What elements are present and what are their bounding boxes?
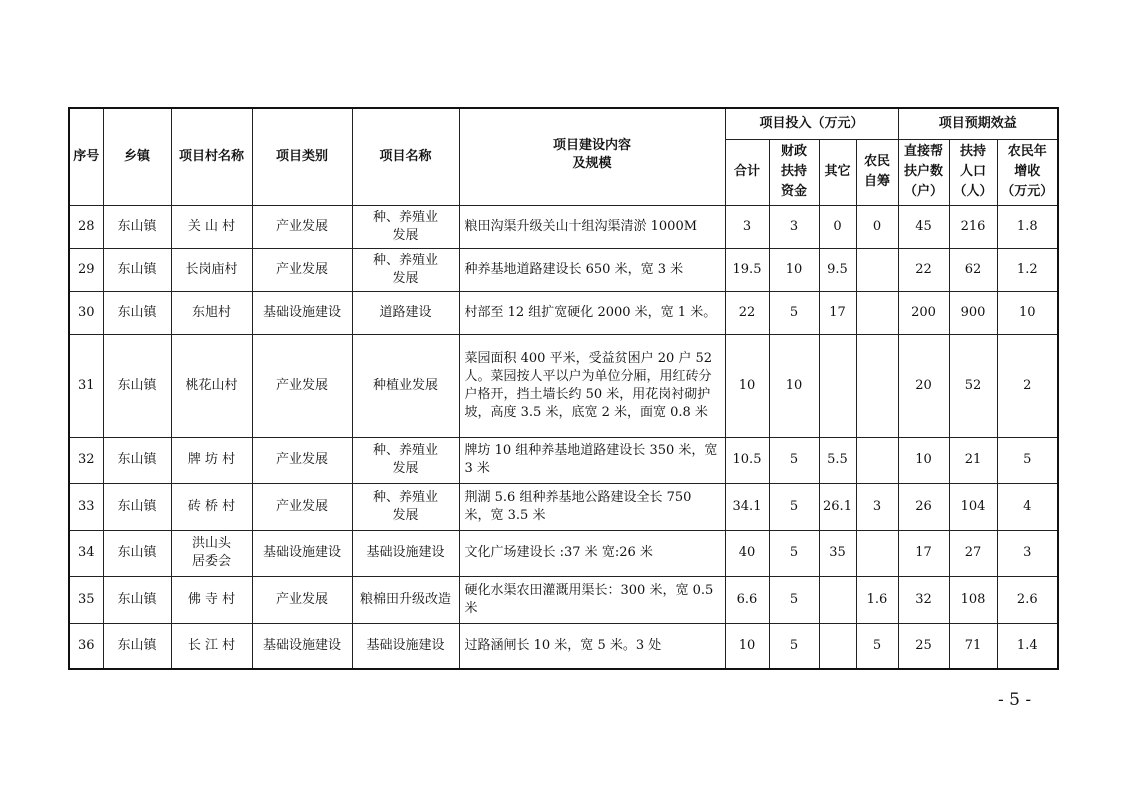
header-income: 农民年 增收 （万元） <box>997 139 1058 205</box>
cell-income: 3 <box>997 530 1058 576</box>
cell-total: 10.5 <box>725 437 769 483</box>
cell-village: 关 山 村 <box>171 205 252 248</box>
cell-name: 种、养殖业 发展 <box>352 205 459 248</box>
cell-households: 17 <box>898 530 949 576</box>
cell-households: 25 <box>898 623 949 669</box>
cell-village: 桃花山村 <box>171 334 252 437</box>
cell-village: 佛 寺 村 <box>171 576 252 623</box>
cell-town: 东山镇 <box>103 623 171 669</box>
cell-fiscal: 3 <box>769 205 819 248</box>
cell-seq: 28 <box>69 205 103 248</box>
cell-farmer-self <box>856 437 898 483</box>
cell-category: 基础设施建设 <box>252 291 352 334</box>
cell-population: 27 <box>949 530 997 576</box>
cell-households: 32 <box>898 576 949 623</box>
table-row <box>69 248 1058 291</box>
cell-fiscal: 5 <box>769 623 819 669</box>
table-row <box>69 334 1058 437</box>
cell-town: 东山镇 <box>103 334 171 437</box>
cell-farmer-self: 3 <box>856 483 898 530</box>
cell-households: 26 <box>898 483 949 530</box>
cell-content: 硬化水渠农田灌溉用渠长：300 米，宽 0.5 米 <box>459 576 725 623</box>
cell-income: 4 <box>997 483 1058 530</box>
cell-name: 基础设施建设 <box>352 530 459 576</box>
header-direct-households: 直接帮 扶户数 （户） <box>898 139 949 205</box>
cell-total: 34.1 <box>725 483 769 530</box>
cell-total: 3 <box>725 205 769 248</box>
header-benefit: 项目预期效益 <box>898 108 1058 139</box>
table-row <box>69 483 1058 530</box>
cell-village: 牌 坊 村 <box>171 437 252 483</box>
header-fiscal: 财政 扶持 资金 <box>769 139 819 205</box>
cell-population: 71 <box>949 623 997 669</box>
cell-total: 22 <box>725 291 769 334</box>
cell-town: 东山镇 <box>103 437 171 483</box>
cell-income: 10 <box>997 291 1058 334</box>
cell-fiscal: 10 <box>769 248 819 291</box>
project-table <box>68 107 1059 670</box>
cell-seq: 29 <box>69 248 103 291</box>
cell-village: 东旭村 <box>171 291 252 334</box>
cell-population: 21 <box>949 437 997 483</box>
header-investment: 项目投入（万元） <box>725 108 898 139</box>
cell-seq: 34 <box>69 530 103 576</box>
header-town: 乡镇 <box>103 108 171 205</box>
cell-households: 45 <box>898 205 949 248</box>
cell-farmer-self: 5 <box>856 623 898 669</box>
header-content: 项目建设内容 及规模 <box>459 108 725 205</box>
cell-category: 产业发展 <box>252 483 352 530</box>
cell-other: 35 <box>819 530 856 576</box>
cell-population: 62 <box>949 248 997 291</box>
cell-content: 种养基地道路建设长 650 米，宽 3 米 <box>459 248 725 291</box>
cell-name: 种植业发展 <box>352 334 459 437</box>
cell-fiscal: 10 <box>769 334 819 437</box>
cell-category: 产业发展 <box>252 576 352 623</box>
cell-seq: 36 <box>69 623 103 669</box>
cell-town: 东山镇 <box>103 530 171 576</box>
cell-fiscal: 5 <box>769 437 819 483</box>
cell-content: 荆湖 5.6 组种养基地公路建设全长 750 米，宽 3.5 米 <box>459 483 725 530</box>
cell-households: 22 <box>898 248 949 291</box>
cell-farmer-self <box>856 248 898 291</box>
table-row <box>69 530 1058 576</box>
cell-seq: 33 <box>69 483 103 530</box>
cell-population: 900 <box>949 291 997 334</box>
header-name: 项目名称 <box>352 108 459 205</box>
cell-population: 216 <box>949 205 997 248</box>
cell-income: 5 <box>997 437 1058 483</box>
cell-content: 菜园面积 400 平米，受益贫困户 20 户 52 人。菜园按人平以户为单位分厢，用红砖分户格开，挡土墙长约 50 米，用花岗衬砌护坡，高度 3.5 米，底宽 2 米，面宽 0.8 米 <box>459 334 725 437</box>
cell-name: 道路建设 <box>352 291 459 334</box>
header-total: 合计 <box>725 139 769 205</box>
cell-income: 2.6 <box>997 576 1058 623</box>
cell-farmer-self: 0 <box>856 205 898 248</box>
table-row <box>69 623 1058 669</box>
cell-content: 过路涵闸长 10 米，宽 5 米。3 处 <box>459 623 725 669</box>
cell-name: 种、养殖业 发展 <box>352 248 459 291</box>
cell-name: 种、养殖业 发展 <box>352 483 459 530</box>
cell-name: 粮棉田升级改造 <box>352 576 459 623</box>
cell-population: 108 <box>949 576 997 623</box>
cell-other: 5.5 <box>819 437 856 483</box>
cell-town: 东山镇 <box>103 291 171 334</box>
cell-farmer-self <box>856 530 898 576</box>
cell-farmer-self <box>856 291 898 334</box>
header-village: 项目村名称 <box>171 108 252 205</box>
cell-income: 2 <box>997 334 1058 437</box>
cell-category: 基础设施建设 <box>252 530 352 576</box>
cell-other <box>819 576 856 623</box>
table-row <box>69 291 1058 334</box>
cell-village: 长岗庙村 <box>171 248 252 291</box>
cell-fiscal: 5 <box>769 291 819 334</box>
cell-town: 东山镇 <box>103 576 171 623</box>
cell-farmer-self: 1.6 <box>856 576 898 623</box>
cell-name: 基础设施建设 <box>352 623 459 669</box>
cell-other: 26.1 <box>819 483 856 530</box>
table-row <box>69 205 1058 248</box>
header-seq: 序号 <box>69 108 103 205</box>
cell-content: 粮田沟渠升级关山十组沟渠清淤 1000M <box>459 205 725 248</box>
cell-category: 产业发展 <box>252 205 352 248</box>
cell-category: 产业发展 <box>252 334 352 437</box>
header-category: 项目类别 <box>252 108 352 205</box>
cell-town: 东山镇 <box>103 483 171 530</box>
cell-fiscal: 5 <box>769 576 819 623</box>
cell-seq: 30 <box>69 291 103 334</box>
cell-other <box>819 623 856 669</box>
table-row <box>69 437 1058 483</box>
cell-category: 产业发展 <box>252 437 352 483</box>
cell-category: 基础设施建设 <box>252 623 352 669</box>
cell-population: 104 <box>949 483 997 530</box>
cell-other: 17 <box>819 291 856 334</box>
cell-village: 长 江 村 <box>171 623 252 669</box>
cell-total: 10 <box>725 334 769 437</box>
cell-income: 1.4 <box>997 623 1058 669</box>
cell-population: 52 <box>949 334 997 437</box>
cell-content: 文化广场建设长 :37 米 宽:26 米 <box>459 530 725 576</box>
cell-town: 东山镇 <box>103 248 171 291</box>
cell-village: 洪山头 居委会 <box>171 530 252 576</box>
cell-fiscal: 5 <box>769 483 819 530</box>
cell-income: 1.2 <box>997 248 1058 291</box>
cell-households: 200 <box>898 291 949 334</box>
cell-village: 砖 桥 村 <box>171 483 252 530</box>
page-number: - 5 - <box>998 690 1032 710</box>
cell-name: 种、养殖业 发展 <box>352 437 459 483</box>
cell-fiscal: 5 <box>769 530 819 576</box>
cell-income: 1.8 <box>997 205 1058 248</box>
cell-total: 19.5 <box>725 248 769 291</box>
cell-households: 10 <box>898 437 949 483</box>
table-row <box>69 576 1058 623</box>
header-farmer-self: 农民 自筹 <box>856 139 898 205</box>
cell-other <box>819 334 856 437</box>
cell-total: 40 <box>725 530 769 576</box>
cell-seq: 31 <box>69 334 103 437</box>
cell-households: 20 <box>898 334 949 437</box>
cell-content: 牌坊 10 组种养基地道路建设长 350 米，宽 3 米 <box>459 437 725 483</box>
cell-other: 0 <box>819 205 856 248</box>
cell-total: 6.6 <box>725 576 769 623</box>
cell-content: 村部至 12 组扩宽硬化 2000 米，宽 1 米。 <box>459 291 725 334</box>
cell-seq: 35 <box>69 576 103 623</box>
header-population: 扶持 人口 （人） <box>949 139 997 205</box>
cell-town: 东山镇 <box>103 205 171 248</box>
cell-total: 10 <box>725 623 769 669</box>
header-other: 其它 <box>819 139 856 205</box>
cell-seq: 32 <box>69 437 103 483</box>
cell-other: 9.5 <box>819 248 856 291</box>
cell-farmer-self <box>856 334 898 437</box>
cell-category: 产业发展 <box>252 248 352 291</box>
